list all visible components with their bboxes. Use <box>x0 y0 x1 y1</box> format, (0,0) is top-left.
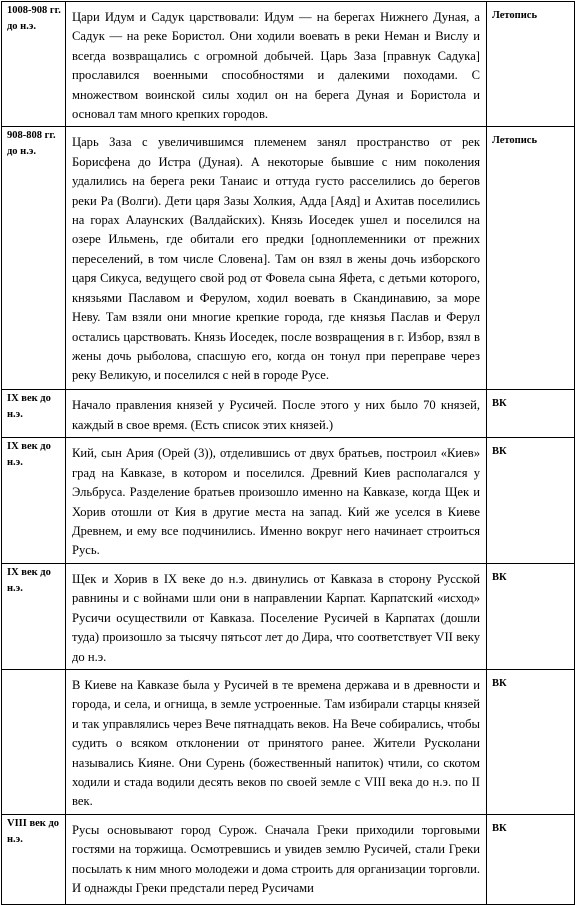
table-row <box>2 669 575 814</box>
date-cell <box>2 669 66 814</box>
table-row <box>2 563 575 669</box>
date-cell: IX век до н.э. <box>2 438 66 563</box>
table-row <box>2 2 575 127</box>
date-cell: 908-808 гг. до н.э. <box>2 127 66 390</box>
date-cell: IX век до н.э. <box>2 563 66 669</box>
table-row <box>2 814 575 904</box>
date-cell: 1008-908 гг. до н.э. <box>2 2 66 127</box>
event-text-cell: Щек и Хорив в IX веке до н.э. двинулись от Кавказа в сторону Русской равнины и с войнами шли они в направлении Карпат. Карпатский «исход» Русичи осуществили от Кавказа. Поселение Русичей в Карпатах (дошли туда) произошло за тысячу пятьсот лет до Дира, что соответствует VII веку до н.э. <box>66 563 487 669</box>
source-cell: ВК <box>487 438 575 563</box>
source-cell: Летопись <box>487 2 575 127</box>
event-text-cell: В Киеве на Кавказе была у Русичей в те времена держава и в древности и города, и села, и огнища, в земле устроенные. Там избирали старцы князей и так управлялись через Вече пятнадцать веков. На Вече собирались, чтобы судить о всяком отклонении от принятого ранее. Жители Русколани назывались Кияне. Они Сурень (божественный напиток) чтили, со скотом ходили и стада водили десять веков по своей земле с VIII века до н.э. по II век. <box>66 669 487 814</box>
event-text-cell: Русы основывают город Сурож. Сначала Греки приходили торговыми гостями на торжища. Осмотревшись и увидев землю Русичей, стали Греки посылать к ним много молодежи и дома строить для организации торговли. И однажды Греки предстали перед Русичами <box>66 814 487 904</box>
chronology-table <box>1 1 575 905</box>
event-text-cell: Кий, сын Ария (Орей (3)), отделившись от двух братьев, построил «Киев» град на Кавказе, в котором и поселился. Древний Киев располагался у Эльбруса. Разделение братьев произошло именно на Кавказе, когда Щек и Хорив отошли от Кия в другие места на запад. Кий же уселся в Киеве Древнем, и ему все подчинились. Именно вокруг него начинает строиться Русь. <box>66 438 487 563</box>
table-row <box>2 127 575 390</box>
event-text-cell: Цари Идум и Садук царствовали: Идум — на берегах Нижнего Дуная, а Садук — на реке Бористол. Они ходили воевать в реки Неман и Вислу и всегда возвращались с огромной добычей. Царь Заза [правнук Садука] прославился военными способностями и далекими походами. С множеством воинской силы ходил он на берега Дуная и Бористола и основал там много крепких городов. <box>66 2 487 127</box>
event-text-cell: Царь Заза с увеличившимся племенем занял пространство от рек Борисфена до Истра (Дуная). А некоторые бывшие с ним поколения удалились на берега реки Танаис и оттуда густо расселились до берегов реки Ра (Волги). Дети царя Зазы Холкия, Адда [Аяд] и Ахитав поселились на горах Алаунских (Валдайских). Князь Иоседек ушел и поселился на озере Ильмень, где обитали его предки [одноплеменники от прежних переселений, в том числе Словена]. Там он взял в жены дочь изборского царя Сикуса, ведущего свой род от Фовела сына Яфета, с детьми которого, князьями Паславом и Ферулом, ходил воевать в Скандинавию, за море Неву. Там взяли они многие крепкие города, где князья Паслав и Ферул остались царствовать. Князь Иоседек, после возвращения в г. Избор, взял в жены дочь рыболова, спасшую его, когда он тонул при переправе через реку Великую, и поселился с ней в городе Русе. <box>66 127 487 390</box>
source-cell: ВК <box>487 814 575 904</box>
source-cell: Летопись <box>487 127 575 390</box>
table-row <box>2 438 575 563</box>
source-cell: ВК <box>487 563 575 669</box>
table-row <box>2 390 575 438</box>
date-cell: IX век до н.э. <box>2 390 66 438</box>
event-text-cell: Начало правления князей у Русичей. После этого у них было 70 князей, каждый в свое время. (Есть список этих князей.) <box>66 390 487 438</box>
date-cell: VIII век до н.э. <box>2 814 66 904</box>
source-cell: ВК <box>487 390 575 438</box>
source-cell: ВК <box>487 669 575 814</box>
